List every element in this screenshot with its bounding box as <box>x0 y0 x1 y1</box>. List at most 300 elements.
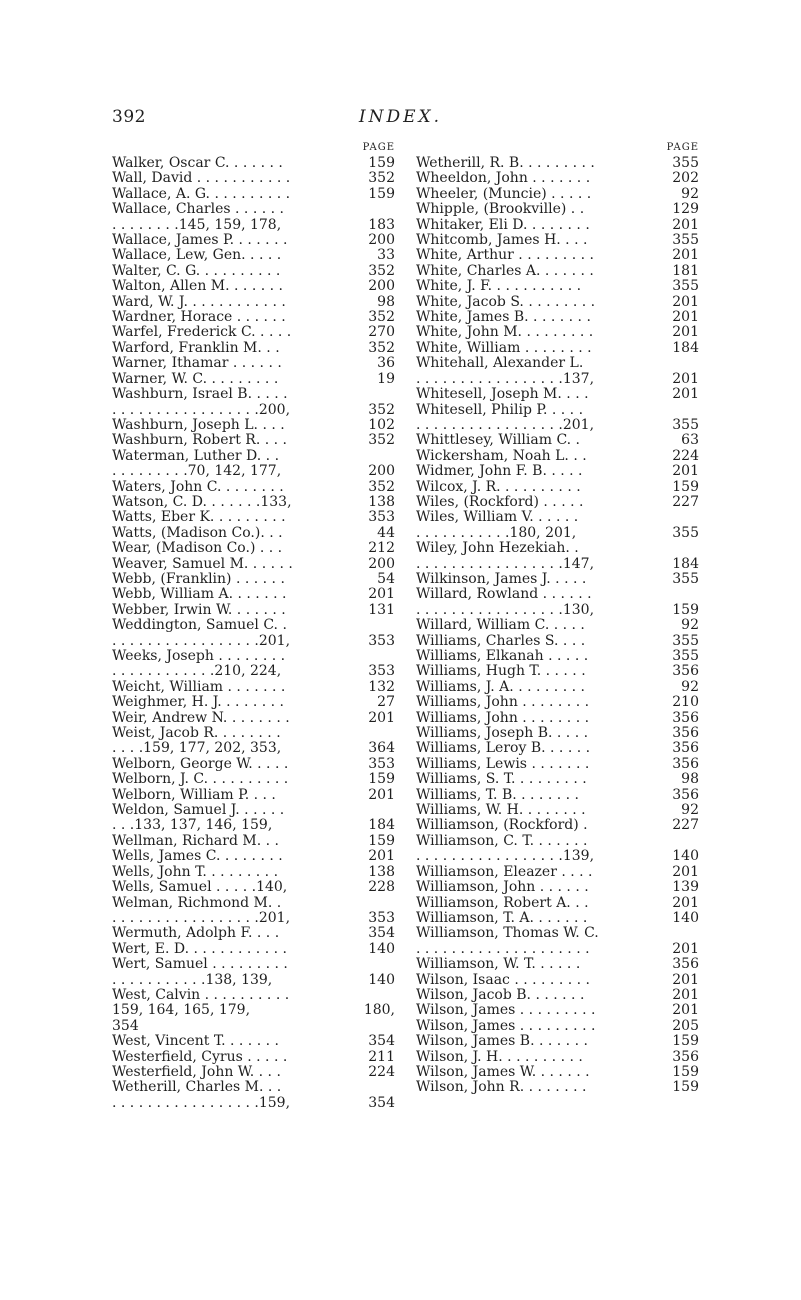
entry-pages: 356 <box>672 741 699 757</box>
entry-name: . . . . . . . . . . .138, 139, <box>112 972 273 988</box>
entry-name: . . . . . . . . . . . .210, 224, <box>112 664 282 680</box>
entry-name: Williams, Charles S. . . . <box>416 633 586 649</box>
entry-name: Wells, James C. . . . . . . . <box>112 849 283 865</box>
entry-pages: 353 <box>368 910 395 926</box>
index-entry <box>112 264 395 279</box>
entry-pages: 227 <box>672 494 699 510</box>
entry-name: Wall, David . . . . . . . . . . . <box>112 171 291 187</box>
entry-name: Wheeler, (Muncie) . . . . . <box>416 186 592 202</box>
entry-pages: 356 <box>672 1049 699 1065</box>
entry-pages: 353 <box>368 664 395 680</box>
entry-name: Williams, Elkanah . . . . . <box>416 649 589 664</box>
index-entry <box>112 695 395 710</box>
entry-name: . . . . . . . . . . . . . . . . .137, <box>416 371 595 387</box>
index-entry <box>416 433 699 448</box>
index-entry <box>112 849 395 864</box>
entry-name: Webb, William A. . . . . . . <box>112 587 287 603</box>
index-entry <box>416 988 699 1003</box>
index-entry <box>112 356 395 371</box>
entry-name: . . . . . . . . . . . . . . . . .147, <box>416 556 595 572</box>
index-entry <box>416 171 699 186</box>
entry-name: Wilson, James . . . . . . . . . <box>416 1003 596 1019</box>
entry-pages: 131 <box>368 602 395 618</box>
entry-name: Walter, C. G. . . . . . . . . . <box>112 263 281 279</box>
entry-name: Washburn, Israel B. . . . . <box>112 387 288 403</box>
entry-name: Ward, W. J. . . . . . . . . . . . <box>112 294 286 310</box>
index-entry <box>416 218 699 233</box>
entry-pages: 352 <box>368 263 395 279</box>
entry-pages: 352 <box>368 433 395 449</box>
index-entry <box>112 341 395 356</box>
index-entry <box>416 849 699 864</box>
index-entry <box>112 541 395 556</box>
index-entry <box>416 248 699 263</box>
entry-pages: 200 <box>368 556 395 572</box>
entry-name: Webb, (Franklin) . . . . . . <box>112 571 285 587</box>
entry-name: White, William . . . . . . . . <box>416 340 592 356</box>
index-entry <box>112 664 395 679</box>
index-entry <box>416 757 699 772</box>
entry-pages: 129 <box>672 202 699 218</box>
entry-pages: 201 <box>368 710 395 726</box>
index-entry <box>416 942 699 957</box>
entry-name: Willard, Rowland . . . . . . <box>416 587 592 603</box>
entry-name: Whitcomb, James H. . . . <box>416 233 588 249</box>
index-entry <box>112 988 395 1003</box>
index-entry <box>112 649 395 664</box>
entry-pages: 201 <box>368 787 395 803</box>
index-entry <box>112 372 395 387</box>
index-entry <box>112 1096 395 1111</box>
entry-pages: 200 <box>368 464 395 480</box>
entry-name: Watts, Eber K. . . . . . . . . <box>112 510 286 526</box>
index-entry <box>112 741 395 756</box>
entry-pages: 159 <box>672 1080 699 1096</box>
index-entry <box>112 834 395 849</box>
entry-name: . . . . . . . . . . . . . . . . .139, <box>416 849 595 865</box>
entry-pages: 270 <box>368 325 395 341</box>
entry-pages: 140 <box>368 941 395 957</box>
entry-pages: 19 <box>377 371 395 387</box>
index-column-left <box>112 140 395 1111</box>
entry-name: Williamson, John . . . . . . <box>416 880 589 896</box>
index-entry <box>112 942 395 957</box>
page-title: INDEX. <box>358 107 443 127</box>
entry-pages: 201 <box>368 849 395 865</box>
index-entry <box>416 325 699 340</box>
entry-pages: 184 <box>672 340 699 356</box>
entry-name: Washburn, Joseph L. . . . <box>112 417 285 433</box>
index-entry <box>112 295 395 310</box>
entry-pages: 205 <box>672 1018 699 1034</box>
index-entry <box>112 680 395 695</box>
entry-pages: 355 <box>672 233 699 249</box>
column-heading: PAGE <box>666 142 699 153</box>
entry-pages: 92 <box>681 679 699 695</box>
entry-name: Watson, C. D. . . . . . .133, <box>112 494 292 510</box>
index-entry <box>112 618 395 633</box>
entry-name: Wallace, Charles . . . . . . <box>112 202 284 218</box>
entry-pages: 201 <box>672 972 699 988</box>
entry-name: . . . .159, 177, 202, 353, <box>112 741 282 757</box>
entry-name: Wickersham, Noah L. . . <box>416 448 587 464</box>
entry-pages: 352 <box>368 171 395 187</box>
entry-name: Welborn, J. C. . . . . . . . . . <box>112 772 289 788</box>
entry-name: 159, 164, 165, 179, <box>112 1003 251 1019</box>
entry-name: Williams, Hugh T. . . . . . <box>416 664 586 680</box>
entry-name: . . . . . . . . .70, 142, 177, <box>112 464 282 480</box>
entry-pages: 138 <box>368 864 395 880</box>
entry-name: Washburn, Robert R. . . . <box>112 433 287 449</box>
entry-name: Wiley, John Hezekiah. . <box>416 541 579 557</box>
index-entry <box>112 587 395 602</box>
entry-name: Weddington, Samuel C. . <box>112 618 287 634</box>
entry-list <box>416 156 699 1096</box>
entry-name: White, Arthur . . . . . . . . . <box>416 248 594 264</box>
page-header <box>0 107 801 135</box>
index-entry <box>416 403 699 418</box>
entry-pages: 92 <box>681 186 699 202</box>
entry-pages: 228 <box>368 880 395 896</box>
entry-name: Wheeldon, John . . . . . . . <box>416 171 591 187</box>
index-entry <box>112 1034 395 1049</box>
entry-pages: 224 <box>672 448 699 464</box>
entry-name: Weist, Jacob R. . . . . . . . <box>112 726 281 742</box>
index-entry <box>416 818 699 833</box>
index-entry <box>416 772 699 787</box>
index-entry <box>112 187 395 202</box>
column-heading: PAGE <box>362 142 395 153</box>
index-entry <box>112 818 395 833</box>
index-entry <box>112 171 395 186</box>
index-entry <box>416 896 699 911</box>
index-entry <box>416 510 699 525</box>
index-entry <box>416 911 699 926</box>
index-entry <box>112 1080 395 1095</box>
entry-pages: 202 <box>672 171 699 187</box>
entry-name: Walker, Oscar C. . . . . . . <box>112 156 283 171</box>
index-entry <box>416 587 699 602</box>
entry-pages: 227 <box>672 818 699 834</box>
entry-pages: 201 <box>672 987 699 1003</box>
entry-pages: 356 <box>672 726 699 742</box>
index-entry <box>416 664 699 679</box>
entry-name: Weir, Andrew N. . . . . . . . <box>112 710 290 726</box>
index-entry <box>416 264 699 279</box>
entry-pages: 180, <box>363 1003 395 1019</box>
entry-pages: 181 <box>672 263 699 279</box>
entry-name: Welborn, William P. . . . <box>112 787 276 803</box>
index-entry <box>416 372 699 387</box>
entry-pages: 201 <box>672 248 699 264</box>
index-entry <box>112 896 395 911</box>
entry-pages: 356 <box>672 710 699 726</box>
index-entry <box>112 464 395 479</box>
entry-name: Williamson, T. A. . . . . . . <box>416 910 588 926</box>
entry-pages: 355 <box>672 279 699 295</box>
entry-pages: 355 <box>672 156 699 171</box>
entry-pages: 98 <box>377 294 395 310</box>
entry-pages: 54 <box>377 571 395 587</box>
entry-name: Wilson, James B. . . . . . . <box>416 1034 588 1050</box>
index-entry <box>416 741 699 756</box>
entry-pages: 159 <box>368 186 395 202</box>
entry-pages: 352 <box>368 310 395 326</box>
index-entry <box>112 310 395 325</box>
entry-name: Walton, Allen M. . . . . . . <box>112 279 283 295</box>
entry-name: Wilson, J. H. . . . . . . . . . <box>416 1049 583 1065</box>
index-column-right <box>416 140 699 1096</box>
index-entry <box>112 526 395 541</box>
entry-name: Williams, Leroy B. . . . . . <box>416 741 591 757</box>
index-entry <box>416 557 699 572</box>
entry-name: Williams, S. T. . . . . . . . . <box>416 772 587 788</box>
entry-pages: 355 <box>672 633 699 649</box>
index-entry <box>112 218 395 233</box>
entry-pages: 159 <box>672 602 699 618</box>
entry-name: Williamson, C. T. . . . . . . <box>416 833 588 849</box>
entry-name: Williamson, W. T. . . . . . <box>416 957 581 973</box>
index-entry <box>112 803 395 818</box>
index-entry <box>416 1034 699 1049</box>
index-entry <box>416 634 699 649</box>
entry-name: Westerfield, Cyrus . . . . . <box>112 1049 288 1065</box>
entry-pages: 140 <box>672 849 699 865</box>
entry-pages: 201 <box>672 1003 699 1019</box>
entry-name: . . . . . . . . . . . . . . . . .159, <box>112 1095 291 1111</box>
entry-pages: 138 <box>368 494 395 510</box>
index-entry <box>416 341 699 356</box>
entry-pages: 201 <box>672 864 699 880</box>
entry-pages: 200 <box>368 233 395 249</box>
entry-pages: 353 <box>368 633 395 649</box>
entry-pages: 159 <box>368 772 395 788</box>
index-entry <box>416 926 699 941</box>
entry-pages: 352 <box>368 340 395 356</box>
entry-name: Wells, John T. . . . . . . . . <box>112 864 279 880</box>
entry-pages: 44 <box>377 525 395 541</box>
index-entry <box>112 233 395 248</box>
index-entry <box>416 680 699 695</box>
index-entry <box>416 865 699 880</box>
entry-name: Welborn, George W. . . . . <box>112 756 289 772</box>
entry-name: Williamson, Robert A. . . <box>416 895 589 911</box>
index-entry <box>112 510 395 525</box>
entry-pages: 159 <box>672 1064 699 1080</box>
index-entry <box>112 418 395 433</box>
index-entry <box>416 202 699 217</box>
entry-pages: 201 <box>672 387 699 403</box>
entry-name: Warner, Ithamar . . . . . . <box>112 356 282 372</box>
entry-pages: 201 <box>672 325 699 341</box>
index-entry <box>416 649 699 664</box>
entry-name: Whitesell, Joseph M. . . . <box>416 387 589 403</box>
entry-pages: 355 <box>672 525 699 541</box>
entry-name: . . . . . . . .145, 159, 178, <box>112 217 282 233</box>
entry-pages: 356 <box>672 957 699 973</box>
index-entry <box>112 156 395 171</box>
entry-name: Williams, J. A. . . . . . . . . <box>416 679 585 695</box>
entry-pages: 356 <box>672 756 699 772</box>
entry-name: Wilkinson, James J. . . . . <box>416 571 587 587</box>
index-entry <box>112 480 395 495</box>
entry-name: . . . . . . . . . . . . . . . . . . . . <box>416 941 590 957</box>
entry-name: Widmer, John F. B. . . . . <box>416 464 583 480</box>
entry-name: Wert, E. D. . . . . . . . . . . . <box>112 941 287 957</box>
entry-pages: 36 <box>377 356 395 372</box>
entry-name: Wallace, Lew, Gen. . . . . <box>112 248 282 264</box>
entry-pages: 184 <box>368 818 395 834</box>
entry-pages: 224 <box>368 1064 395 1080</box>
index-entry <box>112 788 395 803</box>
entry-pages: 353 <box>368 756 395 772</box>
entry-name: . . . . . . . . . . . . . . . . .130, <box>416 602 595 618</box>
entry-name: West, Calvin . . . . . . . . . . <box>112 987 290 1003</box>
index-entry <box>112 325 395 340</box>
index-entry <box>416 1080 699 1095</box>
entry-name: Wetherill, Charles M. . . <box>112 1080 282 1096</box>
entry-pages: 201 <box>672 217 699 233</box>
entry-list <box>112 156 395 1111</box>
index-entry <box>416 695 699 710</box>
entry-pages: 355 <box>672 649 699 664</box>
index-entry <box>112 634 395 649</box>
index-entry <box>112 757 395 772</box>
entry-name: Weldon, Samuel J. . . . . . <box>112 803 285 819</box>
entry-pages: 159 <box>672 479 699 495</box>
index-entry <box>416 526 699 541</box>
entry-name: . . . . . . . . . . . . . . . . .201, <box>112 910 291 926</box>
entry-name: Watts, (Madison Co.). . . <box>112 525 283 541</box>
entry-name: Wetherill, R. B. . . . . . . . . <box>416 156 595 171</box>
index-entry <box>112 572 395 587</box>
entry-name: Wallace, James P. . . . . . . <box>112 233 288 249</box>
entry-name: Wert, Samuel . . . . . . . . . <box>112 957 288 973</box>
entry-name: Williams, John . . . . . . . . <box>416 710 590 726</box>
entry-name: Whitesell, Philip P. . . . . <box>416 402 584 418</box>
entry-name: Williams, W. H. . . . . . . . <box>416 803 586 819</box>
index-entry <box>416 603 699 618</box>
index-entry <box>112 1003 395 1018</box>
entry-pages: 354 <box>368 926 395 942</box>
entry-name: Wilson, James . . . . . . . . . <box>416 1018 596 1034</box>
index-entry <box>416 1065 699 1080</box>
entry-pages: 140 <box>672 910 699 926</box>
entry-pages: 352 <box>368 402 395 418</box>
index-entry <box>416 572 699 587</box>
entry-name: Wilson, James W. . . . . . . <box>416 1064 590 1080</box>
entry-name: . . . . . . . . . . .180, 201, <box>416 525 577 541</box>
index-entry <box>416 880 699 895</box>
entry-name: Weeks, Joseph . . . . . . . . <box>112 649 286 664</box>
index-entry <box>112 726 395 741</box>
entry-name: Weicht, William . . . . . . . <box>112 679 286 695</box>
entry-pages: 98 <box>681 772 699 788</box>
entry-name: Whittlesey, William C. . <box>416 433 581 449</box>
entry-pages: 159 <box>672 1034 699 1050</box>
entry-pages: 201 <box>672 310 699 326</box>
entry-pages: 102 <box>368 417 395 433</box>
entry-name: Wellman, Richard M. . . <box>112 833 279 849</box>
entry-pages: 201 <box>672 464 699 480</box>
entry-name: Whipple, (Brookville) . . <box>416 202 585 218</box>
entry-pages: 211 <box>368 1049 395 1065</box>
entry-name: Willard, William C. . . . . <box>416 618 585 634</box>
index-entry <box>416 295 699 310</box>
entry-name: Wiles, (Rockford) . . . . . <box>416 494 584 510</box>
entry-name: Waters, John C. . . . . . . . <box>112 479 284 495</box>
entry-name: . . .133, 137, 146, 159, <box>112 818 273 834</box>
entry-name: White, J. F. . . . . . . . . . . <box>416 279 582 295</box>
entry-name: . . . . . . . . . . . . . . . . .201, <box>416 417 595 433</box>
entry-name: Weighmer, H. J. . . . . . . . <box>112 695 284 711</box>
entry-pages: 63 <box>681 433 699 449</box>
entry-name: West, Vincent T. . . . . . . <box>112 1034 279 1050</box>
index-entry <box>112 711 395 726</box>
index-entry <box>416 803 699 818</box>
index-entry <box>112 557 395 572</box>
entry-pages: 355 <box>672 571 699 587</box>
entry-name: Williams, Joseph B. . . . . <box>416 726 589 742</box>
entry-name: Webber, Irwin W. . . . . . . <box>112 602 286 618</box>
index-entry <box>416 711 699 726</box>
index-entry <box>416 449 699 464</box>
entry-pages: 354 <box>368 1095 395 1111</box>
index-entry <box>112 1050 395 1065</box>
index-entry <box>112 248 395 263</box>
index-entry <box>416 387 699 402</box>
index-entry <box>416 233 699 248</box>
entry-name: Wardner, Horace . . . . . . <box>112 310 286 326</box>
entry-pages: 201 <box>368 587 395 603</box>
entry-pages: 356 <box>672 664 699 680</box>
index-entry <box>416 480 699 495</box>
index-entry <box>112 1065 395 1080</box>
entry-name: Williams, T. B. . . . . . . . <box>416 787 579 803</box>
entry-pages: 159 <box>368 156 395 171</box>
entry-pages: 159 <box>368 833 395 849</box>
entry-pages: 139 <box>672 880 699 896</box>
entry-name: Warfel, Frederick C. . . . . <box>112 325 292 341</box>
entry-pages: 132 <box>368 679 395 695</box>
entry-pages: 140 <box>368 972 395 988</box>
entry-name: Wermuth, Adolph F. . . . <box>112 926 280 942</box>
index-entry <box>416 310 699 325</box>
index-entry <box>112 279 395 294</box>
index-entry <box>416 187 699 202</box>
entry-name: Warner, W. C. . . . . . . . . <box>112 371 279 387</box>
entry-name: Wallace, A. G. . . . . . . . . . <box>112 186 291 202</box>
entry-pages: 201 <box>672 371 699 387</box>
entry-pages: 201 <box>672 941 699 957</box>
entry-name: Williamson, (Rockford) . <box>416 818 588 834</box>
entry-pages: 92 <box>681 618 699 634</box>
entry-name: Wells, Samuel . . . . .140, <box>112 880 288 896</box>
entry-name: Wilson, Jacob B. . . . . . . <box>416 987 585 1003</box>
entry-pages: 27 <box>377 695 395 711</box>
index-entry <box>416 495 699 510</box>
index-entry <box>416 618 699 633</box>
entry-name: Whitehall, Alexander L. <box>416 356 584 372</box>
entry-name: White, John M. . . . . . . . . <box>416 325 594 341</box>
index-entry <box>416 541 699 556</box>
entry-pages: 183 <box>368 217 395 233</box>
entry-pages: 92 <box>681 803 699 819</box>
index-entry <box>416 279 699 294</box>
index-entry <box>112 973 395 988</box>
entry-name: Williams, Lewis . . . . . . . <box>416 756 590 772</box>
index-entry <box>112 433 395 448</box>
